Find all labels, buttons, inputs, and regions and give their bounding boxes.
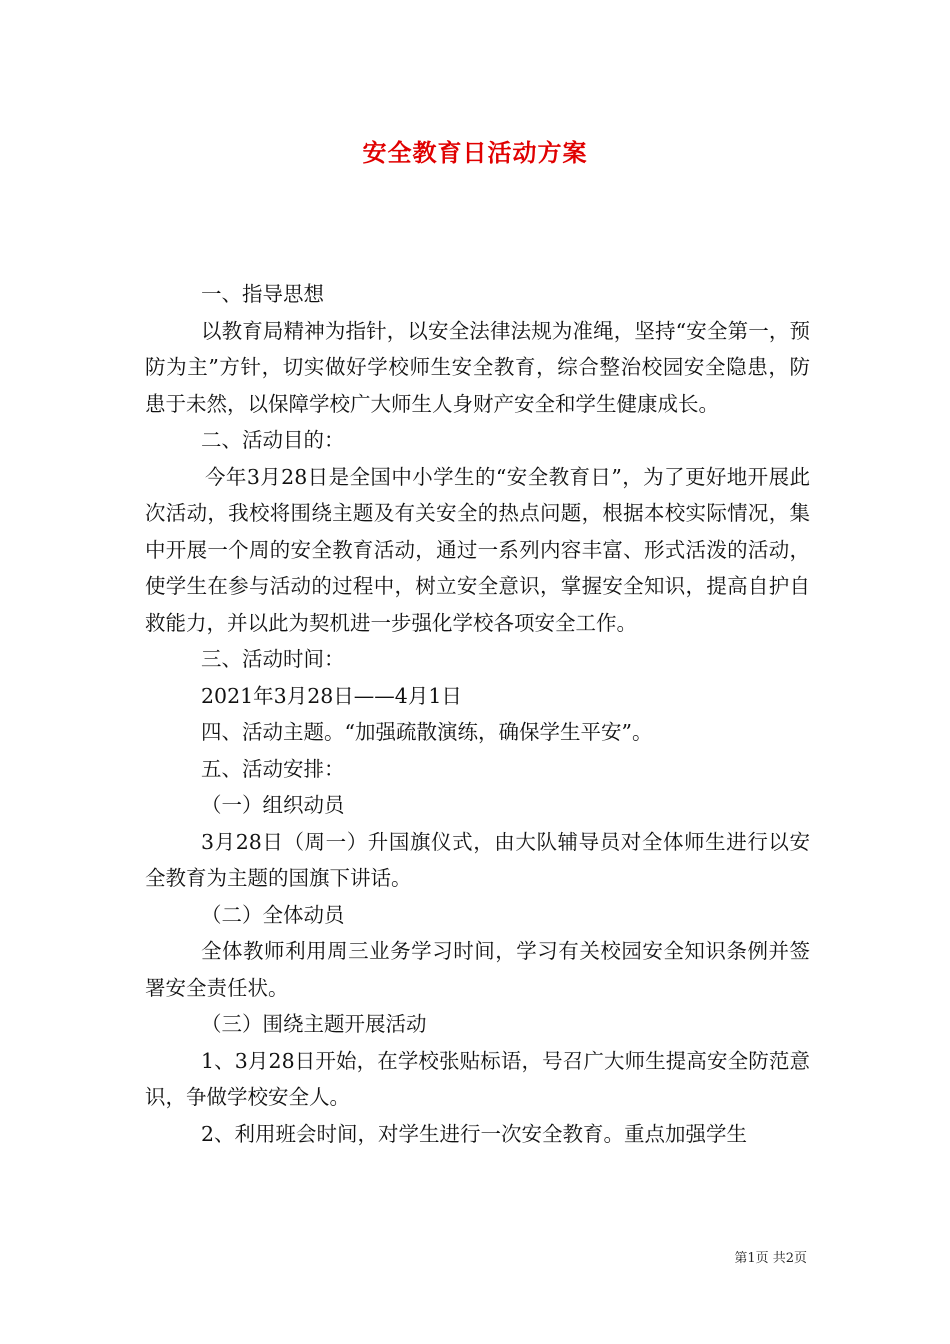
document-body — [145, 276, 810, 1152]
section-heading: 三、活动时间： — [201, 647, 345, 671]
paragraph: 3月28日（周一）升国旗仪式，由大队辅导员对全体师生进行以安全教育为主题的国旗下讲话。 — [145, 829, 810, 890]
section-heading: 五、活动安排： — [201, 756, 345, 781]
paragraph: 全体教师利用周三业务学习时间，学习有关校园安全知识条例并签署安全责任状。 — [145, 939, 810, 1000]
subsection-heading: （一）组织动员 — [201, 793, 345, 817]
subsection-heading: （三）围绕主题开展活动 — [201, 1012, 427, 1036]
paragraph: 以教育局精神为指针，以安全法律法规为准绳，坚持“安全第一，预防为主”方针，切实做好学校师生安全教育，综合整治校园安全隐患，防患于未然，以保障学校广大师生人身财产安全和学生健康成长。 — [145, 318, 810, 416]
paragraph: 2、利用班会时间，对学生进行一次安全教育。重点加强学生 — [201, 1121, 748, 1146]
subsection-heading: （二）全体动员 — [201, 902, 345, 927]
paragraph: 2021年3月28日——4月1日 — [201, 683, 462, 708]
section-heading: 一、指导思想 — [201, 282, 324, 306]
paragraph: 1、3月28日开始，在学校张贴标语，号召广大师生提高安全防范意识，争做学校安全人。 — [145, 1048, 810, 1109]
section-heading: 四、活动主题。“加强疏散演练，确保学生平安”。 — [201, 720, 653, 744]
paragraph: 今年3月28日是全国中小学生的“安全教育日”，为了更好地开展此次活动，我校将围绕主题及有关安全的热点问题，根据本校实际情况，集中开展一个周的安全教育活动，通过一系列内容丰富、形式活泼的活动，使学生在参与活动的过程中，树立安全意识，掌握安全知识，提高自护自救能力，并以此为契机进一步强化学校各项安全工作。 — [145, 464, 810, 635]
section-heading: 二、活动目的： — [201, 428, 345, 452]
page-number: 第1页 共2页 — [734, 1251, 807, 1266]
document-title: 安全教育日活动方案 — [362, 138, 588, 167]
